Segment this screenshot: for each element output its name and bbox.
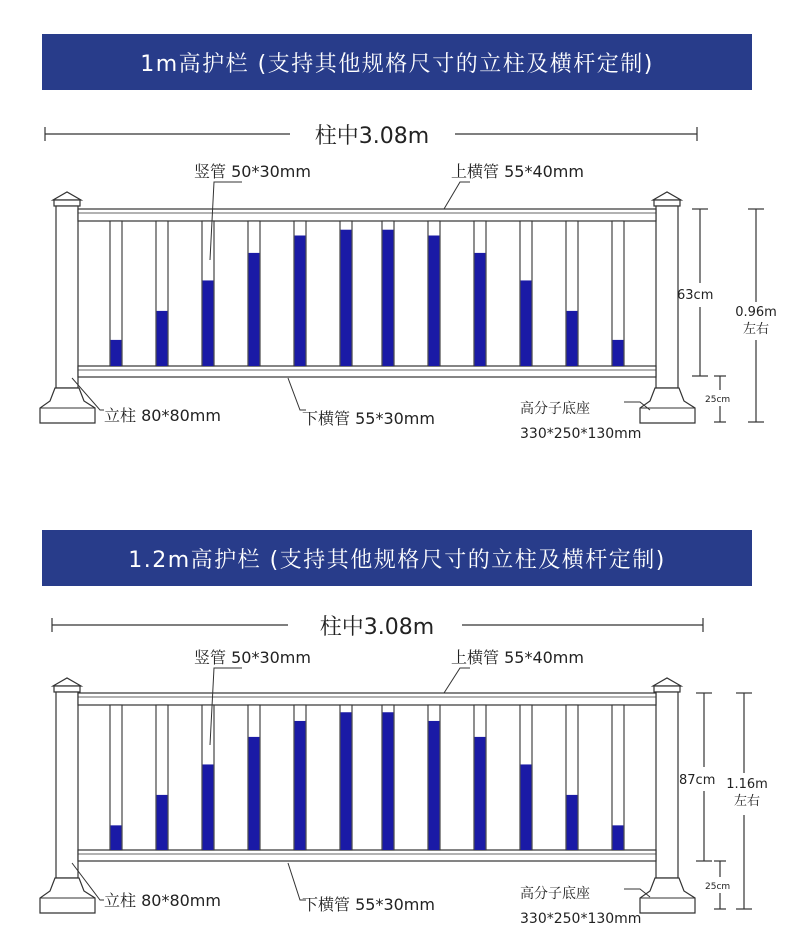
section-1-title-banner (42, 34, 752, 90)
left-post-cap (53, 678, 81, 686)
total-height-label: 1.16m (726, 777, 768, 792)
vertical-tube-blue-fill (475, 737, 486, 850)
top-rail-label: 上横管 55*40mm (451, 648, 584, 667)
fence-diagram-1m (0, 110, 790, 450)
total-height-note: 左右 (742, 322, 770, 337)
top-rail-leader (444, 668, 470, 693)
inner-height-label: 63cm (677, 288, 714, 303)
bottom-rail-label: 下横管 55*30mm (302, 895, 435, 914)
bottom-rail (78, 366, 656, 377)
fence-diagram-1-2m (0, 605, 790, 945)
span-label: 柱中3.08m (314, 124, 430, 149)
vertical-tube-blue-fill (203, 280, 214, 366)
left-post-cap (53, 192, 81, 200)
fence-body (40, 678, 695, 913)
top-rail (78, 693, 656, 705)
ground-gap-label: 25cm (705, 395, 731, 405)
vertical-tube-blue-fill (157, 795, 168, 850)
base-label-line1: 高分子底座 (520, 886, 590, 902)
vertical-tube-blue-fill (383, 712, 394, 850)
span-label: 柱中3.08m (319, 615, 435, 640)
post-label: 立柱 80*80mm (104, 891, 221, 910)
right-post-cap (653, 678, 681, 686)
total-height-label: 0.96m (735, 305, 777, 320)
base-label-line1: 高分子底座 (520, 401, 590, 417)
vertical-tube-label: 竖管 50*30mm (194, 648, 311, 667)
vertical-tube-blue-fill (249, 253, 260, 366)
base-label-line2: 330*250*130mm (520, 911, 642, 927)
post-label: 立柱 80*80mm (104, 406, 221, 425)
vertical-tube-blue-fill (203, 764, 214, 850)
inner-height-label: 87cm (679, 773, 716, 788)
right-post (656, 692, 678, 878)
vertical-tube-blue-fill (521, 280, 532, 366)
top-rail-leader (444, 182, 470, 209)
top-rail (78, 209, 656, 221)
left-post (56, 692, 78, 878)
vertical-tube-blue-fill (295, 721, 306, 850)
bottom-rail-label: 下横管 55*30mm (302, 409, 435, 428)
right-post (656, 206, 678, 388)
vertical-tube-blue-fill (567, 311, 578, 366)
left-post (56, 206, 78, 388)
vertical-tube-blue-fill (295, 236, 306, 367)
vertical-tube-blue-fill (341, 712, 352, 850)
total-height-note: 左右 (733, 794, 761, 809)
vertical-tube-label: 竖管 50*30mm (194, 162, 311, 181)
bottom-rail-leader (288, 378, 306, 410)
vertical-tube-blue-fill (613, 340, 624, 366)
vertical-tube-blue-fill (567, 795, 578, 850)
vertical-tube-blue-fill (429, 236, 440, 367)
vertical-tube-blue-fill (475, 253, 486, 366)
vertical-tube-blue-fill (383, 230, 394, 366)
vertical-tube-blue-fill (613, 825, 624, 850)
right-post-cap (653, 192, 681, 200)
bottom-rail (78, 850, 656, 861)
vertical-tube-blue-fill (157, 311, 168, 366)
right-base (640, 388, 695, 423)
vertical-tube-blue-fill (521, 764, 532, 850)
section-2-title-banner (42, 530, 752, 586)
base-label-line2: 330*250*130mm (520, 426, 642, 442)
vertical-tube-leader (210, 668, 242, 745)
vertical-tube-blue-fill (111, 825, 122, 850)
vertical-tube-blue-fill (341, 230, 352, 366)
fence-body (40, 192, 695, 423)
vertical-tube-blue-fill (111, 340, 122, 366)
vertical-tube-blue-fill (429, 721, 440, 850)
vertical-tube-blue-fill (249, 737, 260, 850)
section-2-title: 1.2m高护栏 (支持其他规格尺寸的立柱及横杆定制) (128, 547, 666, 573)
ground-gap-label: 25cm (705, 882, 731, 892)
left-base (40, 388, 95, 423)
top-rail-label: 上横管 55*40mm (451, 162, 584, 181)
section-1-title: 1m高护栏 (支持其他规格尺寸的立柱及横杆定制) (140, 51, 654, 77)
